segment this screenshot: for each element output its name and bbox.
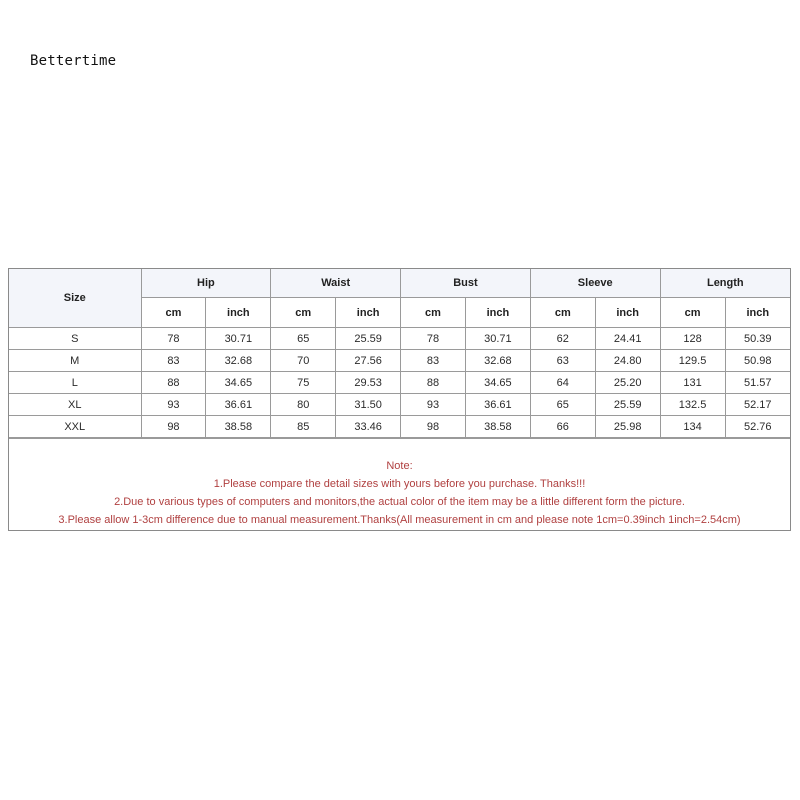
- value-cell: 132.5: [660, 394, 725, 416]
- value-cell: 88: [401, 372, 466, 394]
- note-line: 3.Please allow 1-3cm difference due to manual measurement.Thanks(All measurement in cm and please note 1cm=0.39inch 1inch=2.54cm): [58, 514, 741, 526]
- size-cell: L: [9, 372, 141, 394]
- table-row: [9, 350, 790, 372]
- value-cell: 93: [401, 394, 466, 416]
- value-cell: 131: [660, 372, 725, 394]
- size-cell: XL: [9, 394, 141, 416]
- unit-header: inch: [465, 298, 530, 328]
- table-row: [9, 372, 790, 394]
- table-row: [9, 394, 790, 416]
- value-cell: 85: [271, 416, 336, 438]
- value-cell: 50.98: [725, 350, 790, 372]
- value-cell: 33.46: [336, 416, 401, 438]
- group-header-hip: Hip: [141, 269, 271, 298]
- value-cell: 52.17: [725, 394, 790, 416]
- value-cell: 34.65: [206, 372, 271, 394]
- value-cell: 52.76: [725, 416, 790, 438]
- value-cell: 134: [660, 416, 725, 438]
- notes-title: Note:: [386, 460, 413, 472]
- value-cell: 36.61: [206, 394, 271, 416]
- value-cell: 29.53: [336, 372, 401, 394]
- brand-name: Bettertime: [30, 53, 117, 69]
- unit-header: cm: [271, 298, 336, 328]
- unit-header: cm: [660, 298, 725, 328]
- value-cell: 64: [530, 372, 595, 394]
- value-cell: 34.65: [465, 372, 530, 394]
- value-cell: 83: [141, 350, 206, 372]
- note-line: 2.Due to various types of computers and monitors,the actual color of the item may be a little different form the picture.: [114, 496, 685, 508]
- size-table: [9, 269, 790, 438]
- unit-header: inch: [336, 298, 401, 328]
- value-cell: 32.68: [465, 350, 530, 372]
- value-cell: 78: [141, 328, 206, 350]
- value-cell: 78: [401, 328, 466, 350]
- value-cell: 66: [530, 416, 595, 438]
- value-cell: 38.58: [206, 416, 271, 438]
- value-cell: 63: [530, 350, 595, 372]
- size-header: Size: [9, 269, 141, 328]
- value-cell: 50.39: [725, 328, 790, 350]
- value-cell: 98: [401, 416, 466, 438]
- notes-section: [9, 438, 790, 530]
- value-cell: 128: [660, 328, 725, 350]
- size-cell: S: [9, 328, 141, 350]
- unit-header: cm: [401, 298, 466, 328]
- value-cell: 27.56: [336, 350, 401, 372]
- value-cell: 30.71: [206, 328, 271, 350]
- size-table-body: [9, 328, 790, 438]
- value-cell: 30.71: [465, 328, 530, 350]
- value-cell: 62: [530, 328, 595, 350]
- value-cell: 24.80: [595, 350, 660, 372]
- value-cell: 65: [271, 328, 336, 350]
- value-cell: 24.41: [595, 328, 660, 350]
- value-cell: 65: [530, 394, 595, 416]
- size-cell: M: [9, 350, 141, 372]
- unit-header: cm: [141, 298, 206, 328]
- group-header-bust: Bust: [401, 269, 531, 298]
- value-cell: 32.68: [206, 350, 271, 372]
- value-cell: 38.58: [465, 416, 530, 438]
- value-cell: 93: [141, 394, 206, 416]
- value-cell: 129.5: [660, 350, 725, 372]
- unit-header: cm: [530, 298, 595, 328]
- value-cell: 70: [271, 350, 336, 372]
- size-cell: XXL: [9, 416, 141, 438]
- value-cell: 83: [401, 350, 466, 372]
- table-row: [9, 416, 790, 438]
- table-row: [9, 328, 790, 350]
- value-cell: 80: [271, 394, 336, 416]
- value-cell: 51.57: [725, 372, 790, 394]
- group-header-row: [9, 269, 790, 298]
- value-cell: 36.61: [465, 394, 530, 416]
- value-cell: 25.98: [595, 416, 660, 438]
- note-line: 1.Please compare the detail sizes with yours before you purchase. Thanks!!!: [213, 478, 586, 490]
- value-cell: 25.20: [595, 372, 660, 394]
- unit-header: inch: [595, 298, 660, 328]
- value-cell: 25.59: [336, 328, 401, 350]
- unit-header: inch: [206, 298, 271, 328]
- value-cell: 88: [141, 372, 206, 394]
- value-cell: 75: [271, 372, 336, 394]
- group-header-length: Length: [660, 269, 790, 298]
- value-cell: 31.50: [336, 394, 401, 416]
- group-header-waist: Waist: [271, 269, 401, 298]
- unit-header: inch: [725, 298, 790, 328]
- size-chart: [8, 268, 791, 531]
- value-cell: 25.59: [595, 394, 660, 416]
- value-cell: 98: [141, 416, 206, 438]
- group-header-sleeve: Sleeve: [530, 269, 660, 298]
